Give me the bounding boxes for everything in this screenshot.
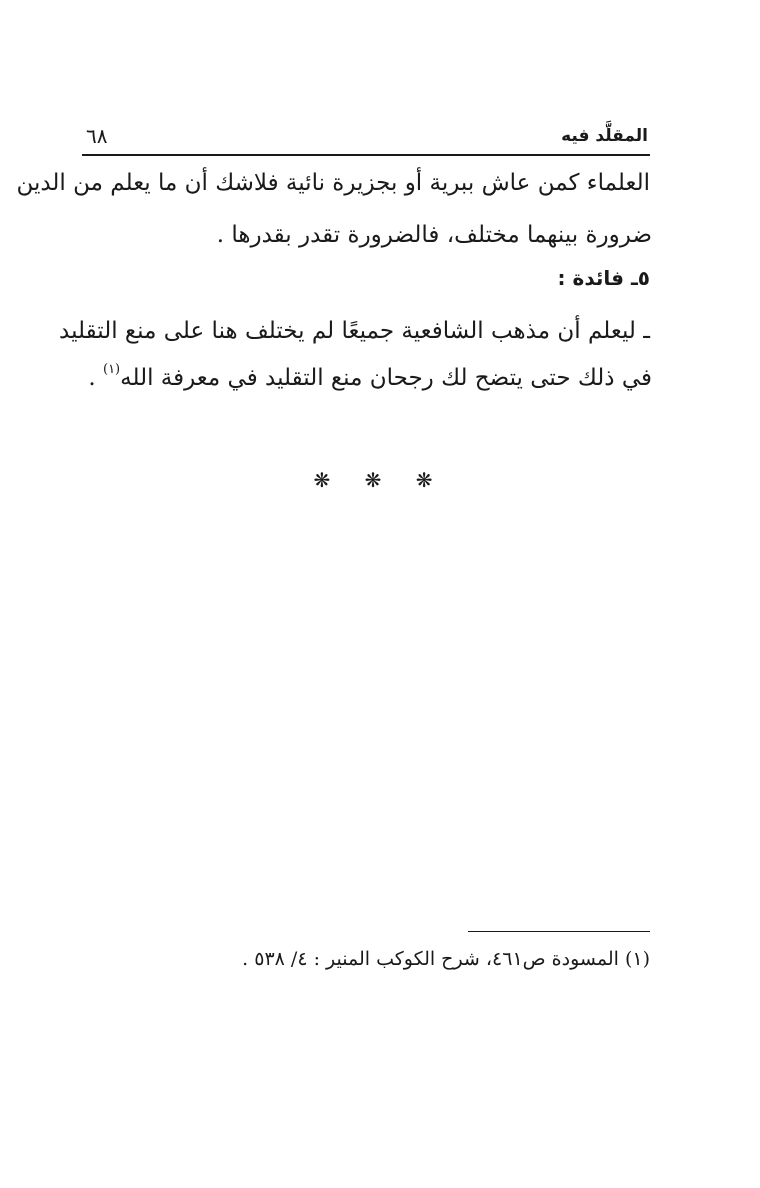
body-line-3: ـ ليعلم أن مذهب الشافعية جميعًا لم يختلف هنا على منع التقليد [59, 318, 650, 344]
body-line-1: العلماء كمن عاش ببرية أو بجزيرة نائية فلاشك أن ما يعلم من الدين [16, 170, 650, 196]
footnote-reference: (١) [102, 362, 121, 377]
body-line-4 [82, 362, 652, 391]
footnote-rule [468, 931, 650, 932]
page-number: ٦٨ [86, 124, 108, 148]
page-header [82, 118, 650, 156]
body-line-2: ضرورة بينهما مختلف، فالضرورة تقدر بقدرها . [216, 222, 652, 248]
section-heading: ٥ـ فائدة : [557, 266, 650, 290]
body-line-4-text: في ذلك حتى يتضح لك رجحان منع التقليد في معرفة الله [120, 365, 652, 391]
section-separator: ❋ ❋ ❋ [313, 468, 447, 492]
footnote: (١) المسودة ص٤٦١، شرح الكوكب المنير : ٤/ ٥٣٨ . [242, 948, 650, 970]
line-end-period: . [88, 365, 103, 391]
chapter-title: المقلَّد فيه [561, 126, 648, 146]
